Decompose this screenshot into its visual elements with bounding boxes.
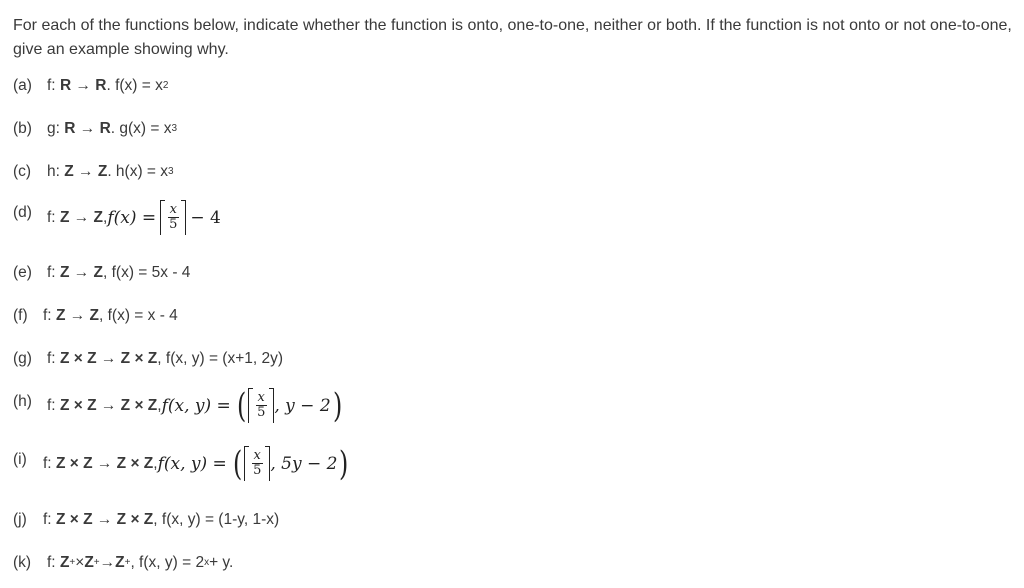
item-g xyxy=(13,350,283,368)
denominator: 5 xyxy=(253,463,262,478)
paren-left: ( xyxy=(236,385,247,426)
paren-left: ( xyxy=(232,443,243,484)
item-c: (c) h: Z → Z . h(x) = x 3 xyxy=(13,163,174,180)
domain: R xyxy=(59,77,72,94)
math-tail: − 4 xyxy=(190,207,221,228)
item-label: (k) xyxy=(13,554,32,571)
formula: . f(x) = x xyxy=(106,77,163,94)
codomain: R xyxy=(99,120,111,137)
separator: , xyxy=(157,396,162,414)
numerator: x xyxy=(257,390,265,405)
ceil-left xyxy=(244,446,249,481)
codomain: Z xyxy=(93,264,103,281)
arrow-icon: → xyxy=(100,396,117,414)
arrow-icon: → xyxy=(78,163,94,180)
domain: Z × Z xyxy=(59,396,97,414)
item-label: (d) xyxy=(13,204,32,221)
domain: R xyxy=(64,120,76,137)
fraction xyxy=(251,449,263,478)
item-label: (h) xyxy=(13,393,32,410)
arrow-icon: → xyxy=(96,454,113,472)
ceil-left xyxy=(248,388,253,423)
codomain: R xyxy=(95,77,107,94)
math-tail: , 5y − 2 xyxy=(270,453,338,474)
intro-text: For each of the functions below, indicate whether the function is onto, one-to-one, neither or both. If the function is not onto or not one-to-one, give an example showing why. xyxy=(13,17,1012,58)
codomain: Z xyxy=(93,208,103,226)
item-d xyxy=(13,200,221,235)
arrow-icon: → xyxy=(100,350,117,367)
arrow-icon: → xyxy=(73,208,90,226)
codomain: Z × Z xyxy=(116,511,154,528)
denominator: 5 xyxy=(169,217,178,232)
item-prefix: f: xyxy=(47,77,56,94)
arrow-icon: → xyxy=(99,554,116,571)
formula-tail: + y. xyxy=(209,554,234,571)
item-prefix: f: xyxy=(47,208,56,226)
domain: Z xyxy=(59,208,70,226)
item-i xyxy=(13,443,351,484)
codomain: Z × Z xyxy=(120,350,158,367)
numerator: x xyxy=(253,448,261,463)
math-formula xyxy=(161,385,344,426)
formula: , f(x) = x - 4 xyxy=(99,307,178,324)
fraction xyxy=(255,391,267,420)
item-prefix: f: xyxy=(47,264,56,281)
item-prefix: f: xyxy=(47,350,56,367)
paren-right: ) xyxy=(332,385,342,426)
domain: Z × Z xyxy=(55,511,93,528)
math-lhs: f(x) = xyxy=(107,207,157,228)
item-prefix: f: xyxy=(47,396,56,414)
item-prefix: f: xyxy=(43,454,52,472)
item-k: (k) f: Z + × Z + → Z + , f(x, y) = 2 x + y. xyxy=(13,554,234,571)
item-e xyxy=(13,264,190,282)
item-a: (a) f: R → R . f(x) = x 2 xyxy=(13,77,169,94)
item-j xyxy=(13,511,279,529)
domain: Z × Z xyxy=(55,454,93,472)
math-formula xyxy=(157,443,351,484)
arrow-icon: → xyxy=(79,120,96,137)
item-prefix: g: xyxy=(47,120,60,137)
formula: , f(x, y) = (1-y, 1-x) xyxy=(153,511,280,528)
codomain: Z × Z xyxy=(116,454,154,472)
item-label: (f) xyxy=(13,307,28,324)
item-label: (a) xyxy=(13,77,32,94)
item-label: (j) xyxy=(13,511,27,528)
item-prefix: f: xyxy=(47,554,56,571)
formula: , f(x, y) = (x+1, 2y) xyxy=(157,350,284,367)
math-tail: , y − 2 xyxy=(274,395,331,416)
math-lhs: f(x, y) = xyxy=(161,395,231,416)
numerator: x xyxy=(169,202,177,217)
arrow-icon: → xyxy=(96,511,113,528)
paren-right: ) xyxy=(339,443,349,484)
arrow-icon: → xyxy=(69,307,86,324)
codomain: Z × Z xyxy=(120,396,158,414)
domain: Z xyxy=(59,264,70,281)
math-lhs: f(x, y) = xyxy=(157,453,227,474)
domain: Z × Z xyxy=(59,350,97,367)
formula: , f(x, y) = 2 xyxy=(130,554,205,571)
item-label: (e) xyxy=(13,264,32,281)
item-label: (c) xyxy=(13,163,32,180)
codomain: Z xyxy=(97,163,108,180)
item-prefix: f: xyxy=(43,307,52,324)
formula: . g(x) = x xyxy=(110,120,172,137)
arrow-icon: → xyxy=(75,77,91,94)
separator: , xyxy=(153,454,158,472)
item-h xyxy=(13,385,344,426)
domain-1: Z xyxy=(59,554,70,571)
domain-2: Z xyxy=(84,554,94,571)
fraction xyxy=(167,203,179,232)
formula: . h(x) = x xyxy=(107,163,169,180)
domain: Z xyxy=(64,163,74,180)
denominator: 5 xyxy=(257,405,266,420)
item-f xyxy=(13,307,178,325)
formula: , f(x) = 5x - 4 xyxy=(103,264,191,281)
separator: , xyxy=(103,208,108,226)
codomain: Z xyxy=(115,554,125,571)
item-label: (i) xyxy=(13,451,27,468)
item-prefix: h: xyxy=(47,163,60,180)
math-formula xyxy=(107,200,221,235)
domain: Z xyxy=(55,307,66,324)
ceil-left xyxy=(160,200,165,235)
item-label: (b) xyxy=(13,120,32,137)
ceil-right xyxy=(181,200,186,235)
item-b: (b) g: R → R . g(x) = x 3 xyxy=(13,120,178,137)
times-sign: × xyxy=(75,554,85,571)
item-prefix: f: xyxy=(43,511,52,528)
item-label: (g) xyxy=(13,350,32,367)
arrow-icon: → xyxy=(73,264,90,281)
codomain: Z xyxy=(89,307,99,324)
